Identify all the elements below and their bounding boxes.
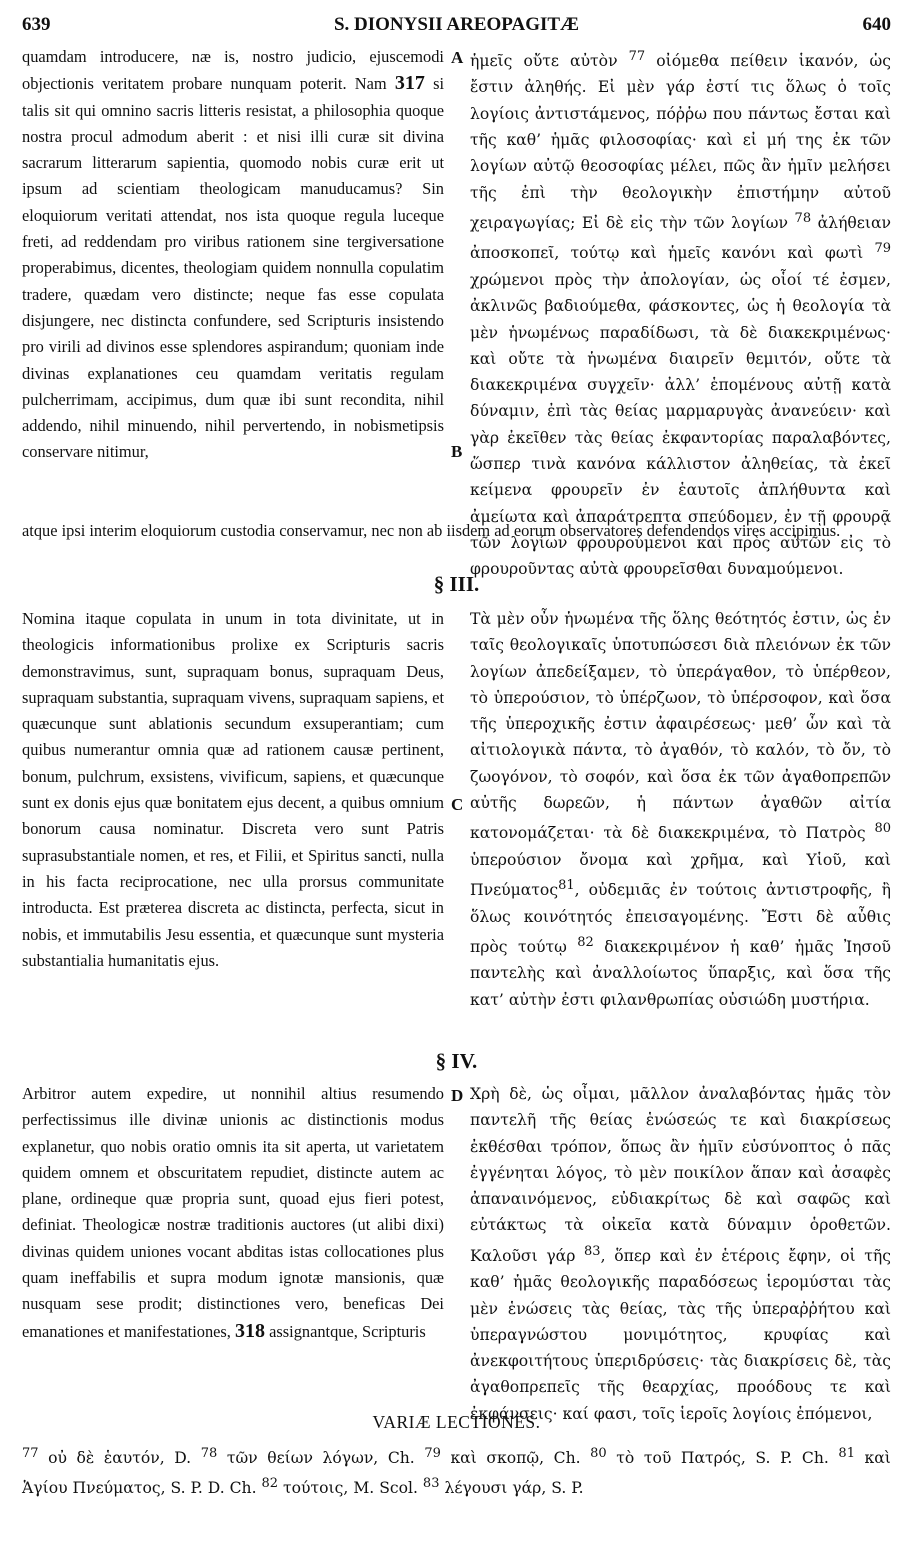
margin-marker-b: B [451, 442, 463, 461]
variant-reading: τούτοις, M. Scol. [283, 1479, 418, 1498]
margin-marker-d: D [451, 1086, 464, 1105]
variant-reading: οὐ δὲ ἑαυτόν, D. [48, 1449, 192, 1468]
block1-greek-text [470, 44, 891, 583]
footnote-number: 83 [422, 1476, 440, 1492]
column-number-318: 318 [235, 1319, 266, 1342]
footnote-ref: 82 [577, 934, 594, 950]
variae-lectiones-heading: VARIÆ LECTIONES. [372, 1412, 541, 1432]
footnote-number: 81 [838, 1446, 855, 1461]
variant-reading: λέγουσι γάρ, S. P. [444, 1479, 584, 1498]
section3-greek-text [470, 606, 891, 1013]
column-number-317: 317 [394, 72, 425, 95]
latin-text-a: Arbitror autem expedire, ut nonnihil altius resumendo perfectissimus ille divinæ unionis ac distinctionis modus explanetur, quo nobis oratio omnis ita sit aperta, ut varietatem quidem omnem et obscuritatem repudiet, distincte autem ac plane, ordineque quæ propria sunt, quoad ejus fieri potest, definiat. Theologicæ nostræ traditionis auctores (ut alibi dixi) divinas quidem uniones vocant abditas istas collocationes plus quam ineffabilis et supra modum ignotæ mansionis, quæ nusquam sese prodit; distinctiones vero, beneficas Dei emanationes et manifestationes, [22, 1084, 444, 1341]
footnote-ref: 79 [874, 241, 891, 257]
footnote-ref: 78 [794, 210, 812, 226]
running-title: S. DIONYSII AREOPAGITÆ [333, 14, 580, 35]
variant-reading: τὸ τοῦ Πατρός, S. P. Ch. [616, 1449, 829, 1468]
greek-text: ὑπερούσιον ὄνομα καὶ χρῆμα, καὶ Υἱοῦ, καὶ Πνεύματος [470, 850, 891, 900]
page-number-left: 639 [22, 14, 51, 35]
variant-reading: Ἁγίου Πνεύματος, S. P. D. Ch. [22, 1479, 257, 1498]
section4-latin-text [22, 1081, 444, 1345]
variant-reading: τῶν θείων λόγων, Ch. [226, 1449, 415, 1468]
section3-latin-column [22, 606, 444, 974]
block1-greek-column [470, 44, 891, 583]
section-heading-3: § III. [433, 572, 480, 596]
variant-line-1 [22, 1441, 891, 1471]
footnote-ref: 77 [628, 49, 646, 64]
section3-latin-text: Nomina itaque copulata in unum in tota divinitate, ut in theologicis informationibus prolixe ex Scripturis sacris demonstravimus, sunt, supraquam bonus, supraquam Deus, supraquam substantia, supraquam vivens, supraquam sapiens, et quæcunque sunt ablationis secundum exsuperantiam; cum quibus numerantur omnia quæ ad rationem causæ pertinent, bonum, pulchrum, exsistens, vivificum, sapiens, et quæcunque sunt ex donis ejus quæ bonitatem ejus decent, a quibus omnium bonorum causa nominatur. Discreta vero sunt Patris suprasubstantiale nomen, et res, et Filii, et Spiritus sancti, nulla in his facta reciprocatione, nec ulla prorsus communitate introducta. Est præterea discreta ac distincta, perfecta, sicut in nobis, et immutabilis Jesu essentia, et quæcunque sunt mysteria substantialia humanitatis ejus. [22, 609, 444, 970]
footnote-ref: 81 [558, 878, 575, 894]
section4-greek-column [470, 1081, 891, 1427]
variant-line-2 [22, 1471, 891, 1501]
latin-text-b: assignantque, Scripturis [265, 1321, 426, 1341]
footnote-ref: 83 [584, 1243, 601, 1259]
greek-text: ἀλήθειαν ἀποσκοπεῖ, τούτῳ καὶ ἡμεῖς κανόνι καὶ φωτὶ [470, 214, 892, 263]
footnote-ref: 80 [874, 821, 891, 837]
page-number-right: 640 [862, 14, 891, 35]
footnote-number: 78 [200, 1446, 218, 1461]
footnote-number: 79 [424, 1446, 441, 1461]
section-heading-4: § IV. [435, 1049, 478, 1073]
section4-greek-text [470, 1081, 891, 1427]
section3-greek-column [470, 606, 891, 1013]
variant-reading: καὶ σκοπῷ, Ch. [450, 1449, 581, 1468]
greek-text: Τὰ μὲν οὖν ἡνωμένα τῆς ὅλης θεότητός ἐστιν, ὡς ἐν ταῖς θεολογικαῖς ὑποτυπώσεσι διὰ πλειόνων ἐκ τῶν λογίων ἀπεδείξαμεν, τὸ ὑπεράγαθον, τὸ ὑπέρθεον, τὸ ὑπερούσιον, τὸ ὑπέρζωον, τὸ ὑπέρσοφον, καὶ ὅσα τῆς ὑπεροχικῆς ἐστιν ἀφαιρέσεως· μεθ’ ὧν καὶ τὰ αἰτιολογικὰ πάντα, τὸ ἀγαθόν, τὸ καλόν, τὸ ὄν, τὸ ζωογόνον, τὸ σοφόν, καὶ ὅσα ἐκ τῶν ἀγαθοπρεπῶν αὐτῆς δωρεῶν, ἡ πάντων ἀγαθῶν αἰτία κατονομάζεται· τὰ δὲ διακεκριμένα, τὸ Πατρὸς [470, 610, 891, 843]
variant-reading: καὶ [864, 1449, 891, 1468]
greek-text: Χρὴ δὲ, ὡς οἶμαι, μᾶλλον ἀναλαβόντας ἡμᾶς τὸν παντελῆ τῆς θείας ἑνώσεώς τε καὶ διακρίσεως ἐκθέσθαι τρόπον, ὅπως ἂν ἡμῖν εὐσύνοπτος ὁ πᾶς ἐγγένηται λόγος, τὸ μὲν ποικίλον ἅπαν καὶ ἀσαφὲς ἀπαναινόμενος, εὐδιακρίτως δὲ καὶ σαφῶς καὶ εὐτάκτως τὰ οἰκεῖα κατὰ δύναμιν ὁροθετῶν. Καλοῦσι γάρ [470, 1085, 891, 1265]
latin-full-width-text: atque ipsi interim eloquiorum custodia conservamur, nec non ab iisdem ad eorum observatores defendendos vires accipimus. [22, 521, 841, 540]
greek-text: διακεκριμένον ἡ καθ’ ἡμᾶς Ἰησοῦ παντελὴς καὶ ἀναλλοίωτος ὕπαρξις, καὶ ὅσα τῆς κατ’ αὐτὴν ἐστι φιλανθρωπίας οὐσιώδη μυστήρια. [470, 938, 891, 1009]
variae-lectiones-notes [22, 1441, 891, 1501]
margin-marker-c: C [451, 795, 464, 814]
footnote-number: 77 [22, 1446, 39, 1461]
block1-full-width [22, 518, 891, 544]
greek-text: ἡμεῖς οὔτε αὐτὸν [470, 52, 618, 71]
margin-marker-a: A [451, 48, 464, 67]
latin-text-b: si talis sit qui omnino sacris litteris resistat, a philosophia quoque nostra procul admodum aberit : et nisi illi curæ sit divina sacrarum litterarum sapientia, quomodo nobis curæ erit ut ipsum ad scientiam theologicam manuducamus? Sin eloquiorum veritati attendat, nos ista quoque regula luceque freti, ad reddendam pro viribus rationem sine tergiversatione properabimus, dicentes, theologiam quidem nonnulla copulatim tradere, quædam vero distincte; neque fas esse copulata disjungere, nec distincta confundere, sed Scripturis insistendo pro virili ad divinos esse splendores aspirandum; quoniam inde divinas explanationes ceu quamdam veritatis regulam pulcherrimam, accipimus, dum quæ ibi sunt recondita, nihil addendo, nihil minuendo, nihil pervertendo, in nobismetipsis conservare nitimur, [22, 74, 444, 462]
greek-text: χρώμενοι πρὸς τὴν ἀπολογίαν, ὡς οἷοί τέ ἐσμεν, ἀκλινῶς βαδιούμεθα, φάσκοντες, ὡς ἡ θεολογία τὰ μὲν ἡνωμένως παραδίδωσι, τὰ δὲ διακεκριμένως· καὶ οὔτε τὰ ἡνωμένα διαιρεῖν θεμιτόν, οὔτε τὰ διακεκριμένα συγχεῖν· ἀλλ’ ἑπομένους αὐτῇ κατὰ δύναμιν, ἐπὶ τὰς θείας μαρμαρυγὰς ἀνανεύειν· καὶ γὰρ ἐκεῖθεν τὰς θείας ἐκφαντορίας παραλαβόντες, ὥσπερ τινὰ κανόνα κάλλιστον ἀληθείας, τὰ ἐκεῖ κείμενα φρουρεῖν ἐν ἑαυτοῖς ἀπλήθυντα καὶ ἀμείωτα καὶ ἀπαράτρεπτα σπεύδομεν, ἐν τῇ φρουρᾷ τῶν λογίων φρουρούμενοι καὶ πρὸς αὐτῶν εἰς τὸ φρουροῦντας αὐτὰ φρουρεῖσθαι δυναμούμενοι. [470, 270, 891, 579]
footnote-number: 80 [590, 1446, 607, 1461]
latin-text-a: quamdam introducere, næ is, nostro judicio, ejuscemodi objectionis veritatem probare nunquam poterit. Nam [22, 47, 444, 94]
footnote-number: 82 [261, 1476, 279, 1492]
section4-latin-column [22, 1081, 444, 1345]
greek-text: , ὅπερ καὶ ἐν ἑτέροις ἔφην, οἱ τῆς καθ’ ἡμᾶς θεολογικῆς παραδόσεως ἱερομύσται τὰς μὲν ἑνώσεις τὰς θείας, τὰς τῆς ὑπεραῤῥήτου καὶ ὑπεραγνώστου μονιμότητος, κρυφίας καὶ ἀνεκφοιτήτους ὑπεριδρύσεις· τὰς διακρίσεις δὲ, τὰς ἀγαθοπρεπεῖς τῆς θεαρχίας, προόδους τε καὶ ἐκφάνσεις· καί φασι, τοῖς ἱεροῖς λογίοις ἑπόμενοι, [470, 1246, 891, 1423]
greek-text: οἰόμεθα πείθειν ἱκανόν, ὡς ἔστιν ἀληθής. Εἰ μὲν γάρ ἐστί τις ὅλως ὁ τοῖς λογίοις ἀντιστάμενος, πόῤῥω που πάντως ἔσται καὶ τῆς καθ’ ἡμᾶς φιλοσοφίας· καὶ εἰ μή της ἐκ τῶν λογίων αὐτῷ θεοσοφίας μέλει, πῶς ἂν ἡμῖν μελήσει τῆς ἐπὶ τὴν θεολογικὴν ἐπιστήμην αὐτοῦ χειραγωγίας; Εἰ δὲ εἰς τὴν τῶν λογίων [470, 52, 891, 233]
block1-latin-text [22, 44, 444, 466]
block1-latin-column [22, 44, 444, 466]
greek-text: , οὐδεμιᾶς ἐν τούτοις ἀντιστροφῆς, ἢ ὅλως κοινότητός ἐπεισαγομένης. Ἔστι δὲ αὖθις πρὸς τούτῳ [470, 881, 891, 957]
